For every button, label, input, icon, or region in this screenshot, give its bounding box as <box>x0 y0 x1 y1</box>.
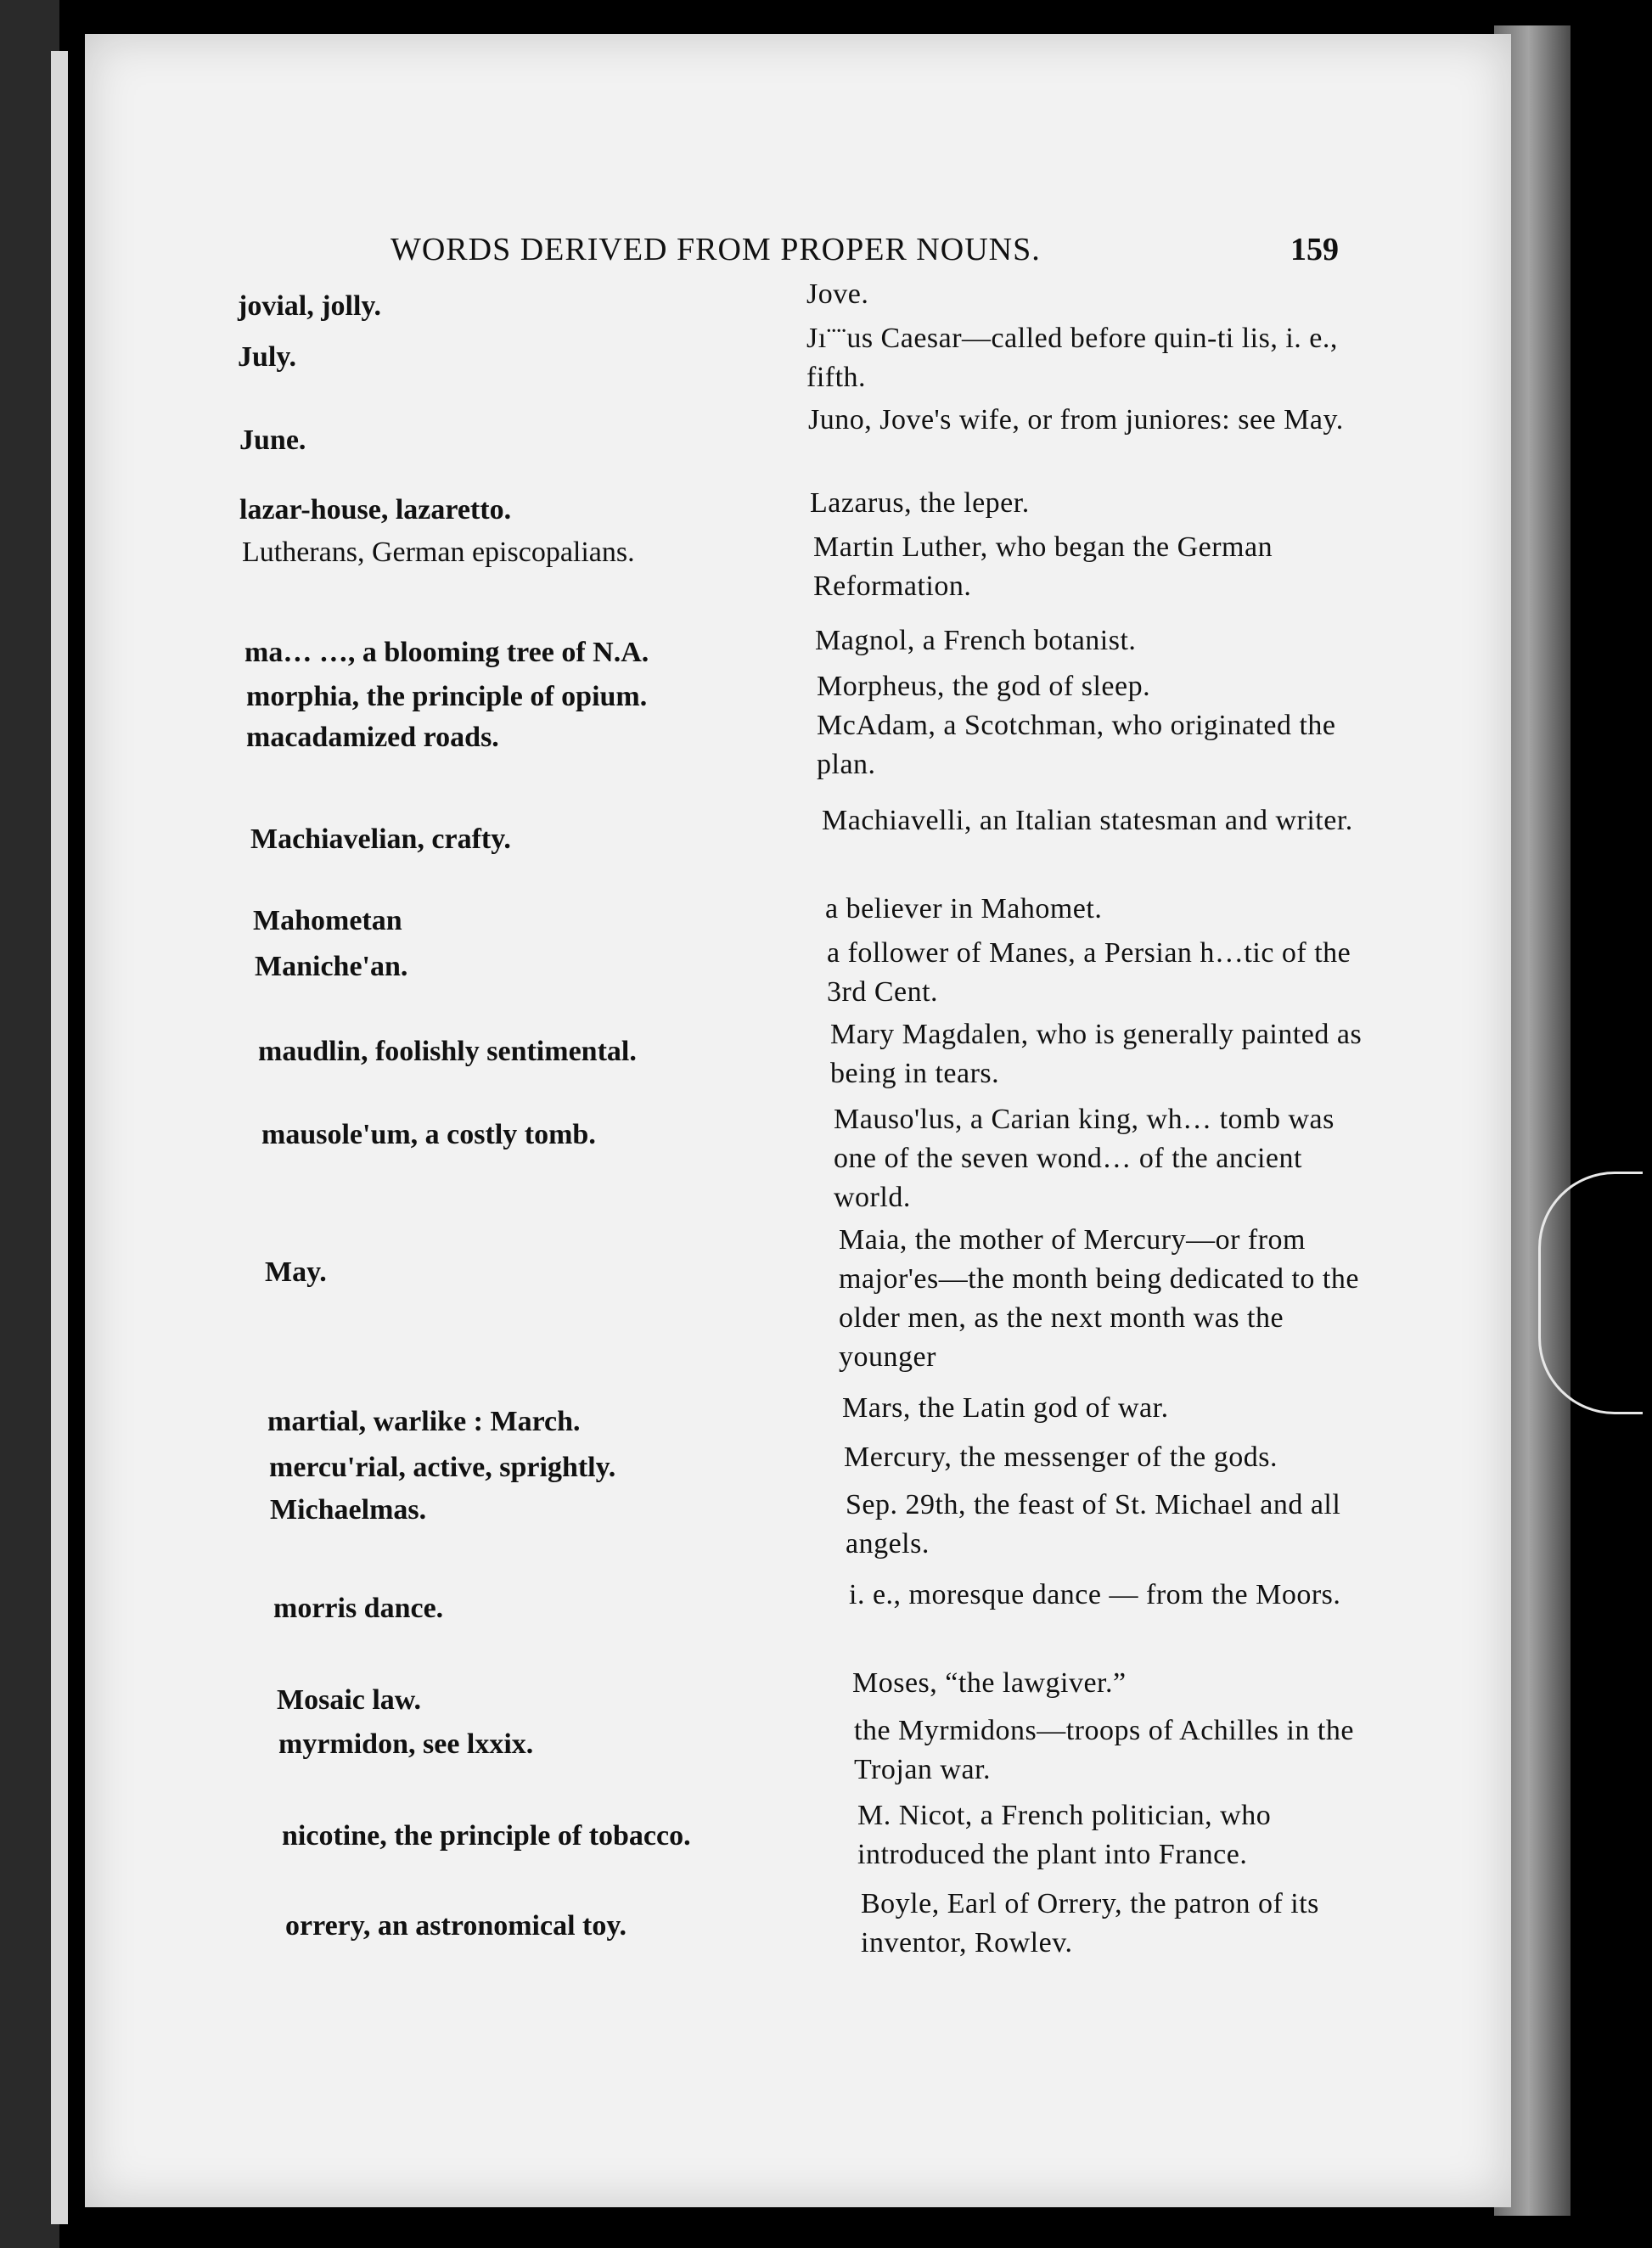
entry-origin: Machiavelli, an Italian statesman and writer. <box>822 805 1353 836</box>
entry-word: maudlin, foolishly sentimental. <box>258 1036 637 1067</box>
entry-word: Lutherans, German episcopalians. <box>242 537 635 568</box>
entry-word: orrery, an astronomical toy. <box>285 1910 627 1942</box>
entry-origin: Magnol, a French botanist. <box>815 625 1137 656</box>
entry-word: lazar-house, lazaretto. <box>239 494 512 525</box>
entry-origin: Maia, the mother of Mercury—or from major'es—the month being dedicated to the older men, as the next month was the younger <box>839 1224 1359 1373</box>
entry-origin: Juno, Jove's wife, or from juniores: see May. <box>808 404 1344 436</box>
entry-word: nicotine, the principle of tobacco. <box>282 1820 691 1852</box>
entry-origin: McAdam, a Scotchman, who originated the plan. <box>817 710 1336 780</box>
entry-origin: a follower of Manes, a Persian h…tic of the 3rd Cent. <box>827 937 1351 1008</box>
entry-origin: Mauso'lus, a Carian king, wh… tomb was one of the seven wond… of the ancient world. <box>834 1104 1335 1213</box>
entry-word: Mosaic law. <box>277 1684 421 1716</box>
entry-word: jovial, jolly. <box>238 290 382 322</box>
entry-word: mercu'rial, active, sprightly. <box>269 1452 616 1483</box>
entry-word: macadamized roads. <box>246 722 499 753</box>
entry-word: June. <box>239 424 306 456</box>
entry-origin: M. Nicot, a French politician, who introduced the plant into France. <box>857 1800 1272 1870</box>
entry-word: martial, warlike : March. <box>267 1406 581 1437</box>
scan-artifact <box>1538 1172 1643 1414</box>
entry-origin: Jı¨¨us Caesar—called before quin-ti lis, i. e., fifth. <box>806 323 1338 393</box>
entry-origin: the Myrmidons—troops of Achilles in the Trojan war. <box>854 1715 1354 1785</box>
entry-origin: i. e., moresque dance — from the Moors. <box>849 1579 1341 1610</box>
entry-word: July. <box>238 341 296 373</box>
entry-word: ma… …, a blooming tree of N.A. <box>244 637 649 668</box>
entry-origin: Morpheus, the god of sleep. <box>817 671 1151 702</box>
entry-origin: Lazarus, the leper. <box>810 487 1030 519</box>
running-title: WORDS DERIVED FROM PROPER NOUNS. <box>391 232 1041 267</box>
gutter-shadow <box>51 51 68 2224</box>
entry-origin: Sep. 29th, the feast of St. Michael and all angels. <box>846 1489 1341 1560</box>
entry-origin: Boyle, Earl of Orrery, the patron of its inventor, Rowlev. <box>861 1888 1319 1959</box>
entry-word: May. <box>265 1256 327 1288</box>
entry-word: Michaelmas. <box>270 1494 427 1526</box>
entry-word: Machiavelian, crafty. <box>250 823 511 855</box>
entry-word: mausole'um, a costly tomb. <box>261 1119 596 1150</box>
entry-word: morphia, the principle of opium. <box>246 681 648 712</box>
page-header <box>85 231 1511 282</box>
book-page <box>85 34 1511 2207</box>
page-number: 159 <box>1290 232 1339 267</box>
entry-origin: Jove. <box>806 278 869 310</box>
entry-word: Maniche'an. <box>255 951 408 982</box>
entry-word: myrmidon, see lxxix. <box>278 1728 534 1760</box>
entry-word: morris dance. <box>273 1593 444 1624</box>
entry-origin: Mercury, the messenger of the gods. <box>844 1442 1278 1473</box>
entry-word: Mahometan <box>253 905 402 936</box>
entry-origin: Mary Magdalen, who is generally painted as being in tears. <box>830 1019 1363 1089</box>
entry-origin: a believer in Mahomet. <box>825 893 1103 924</box>
entry-origin: Moses, “the lawgiver.” <box>852 1667 1127 1699</box>
entry-origin: Mars, the Latin god of war. <box>842 1392 1169 1424</box>
entry-origin: Martin Luther, who began the German Reformation. <box>813 531 1273 602</box>
